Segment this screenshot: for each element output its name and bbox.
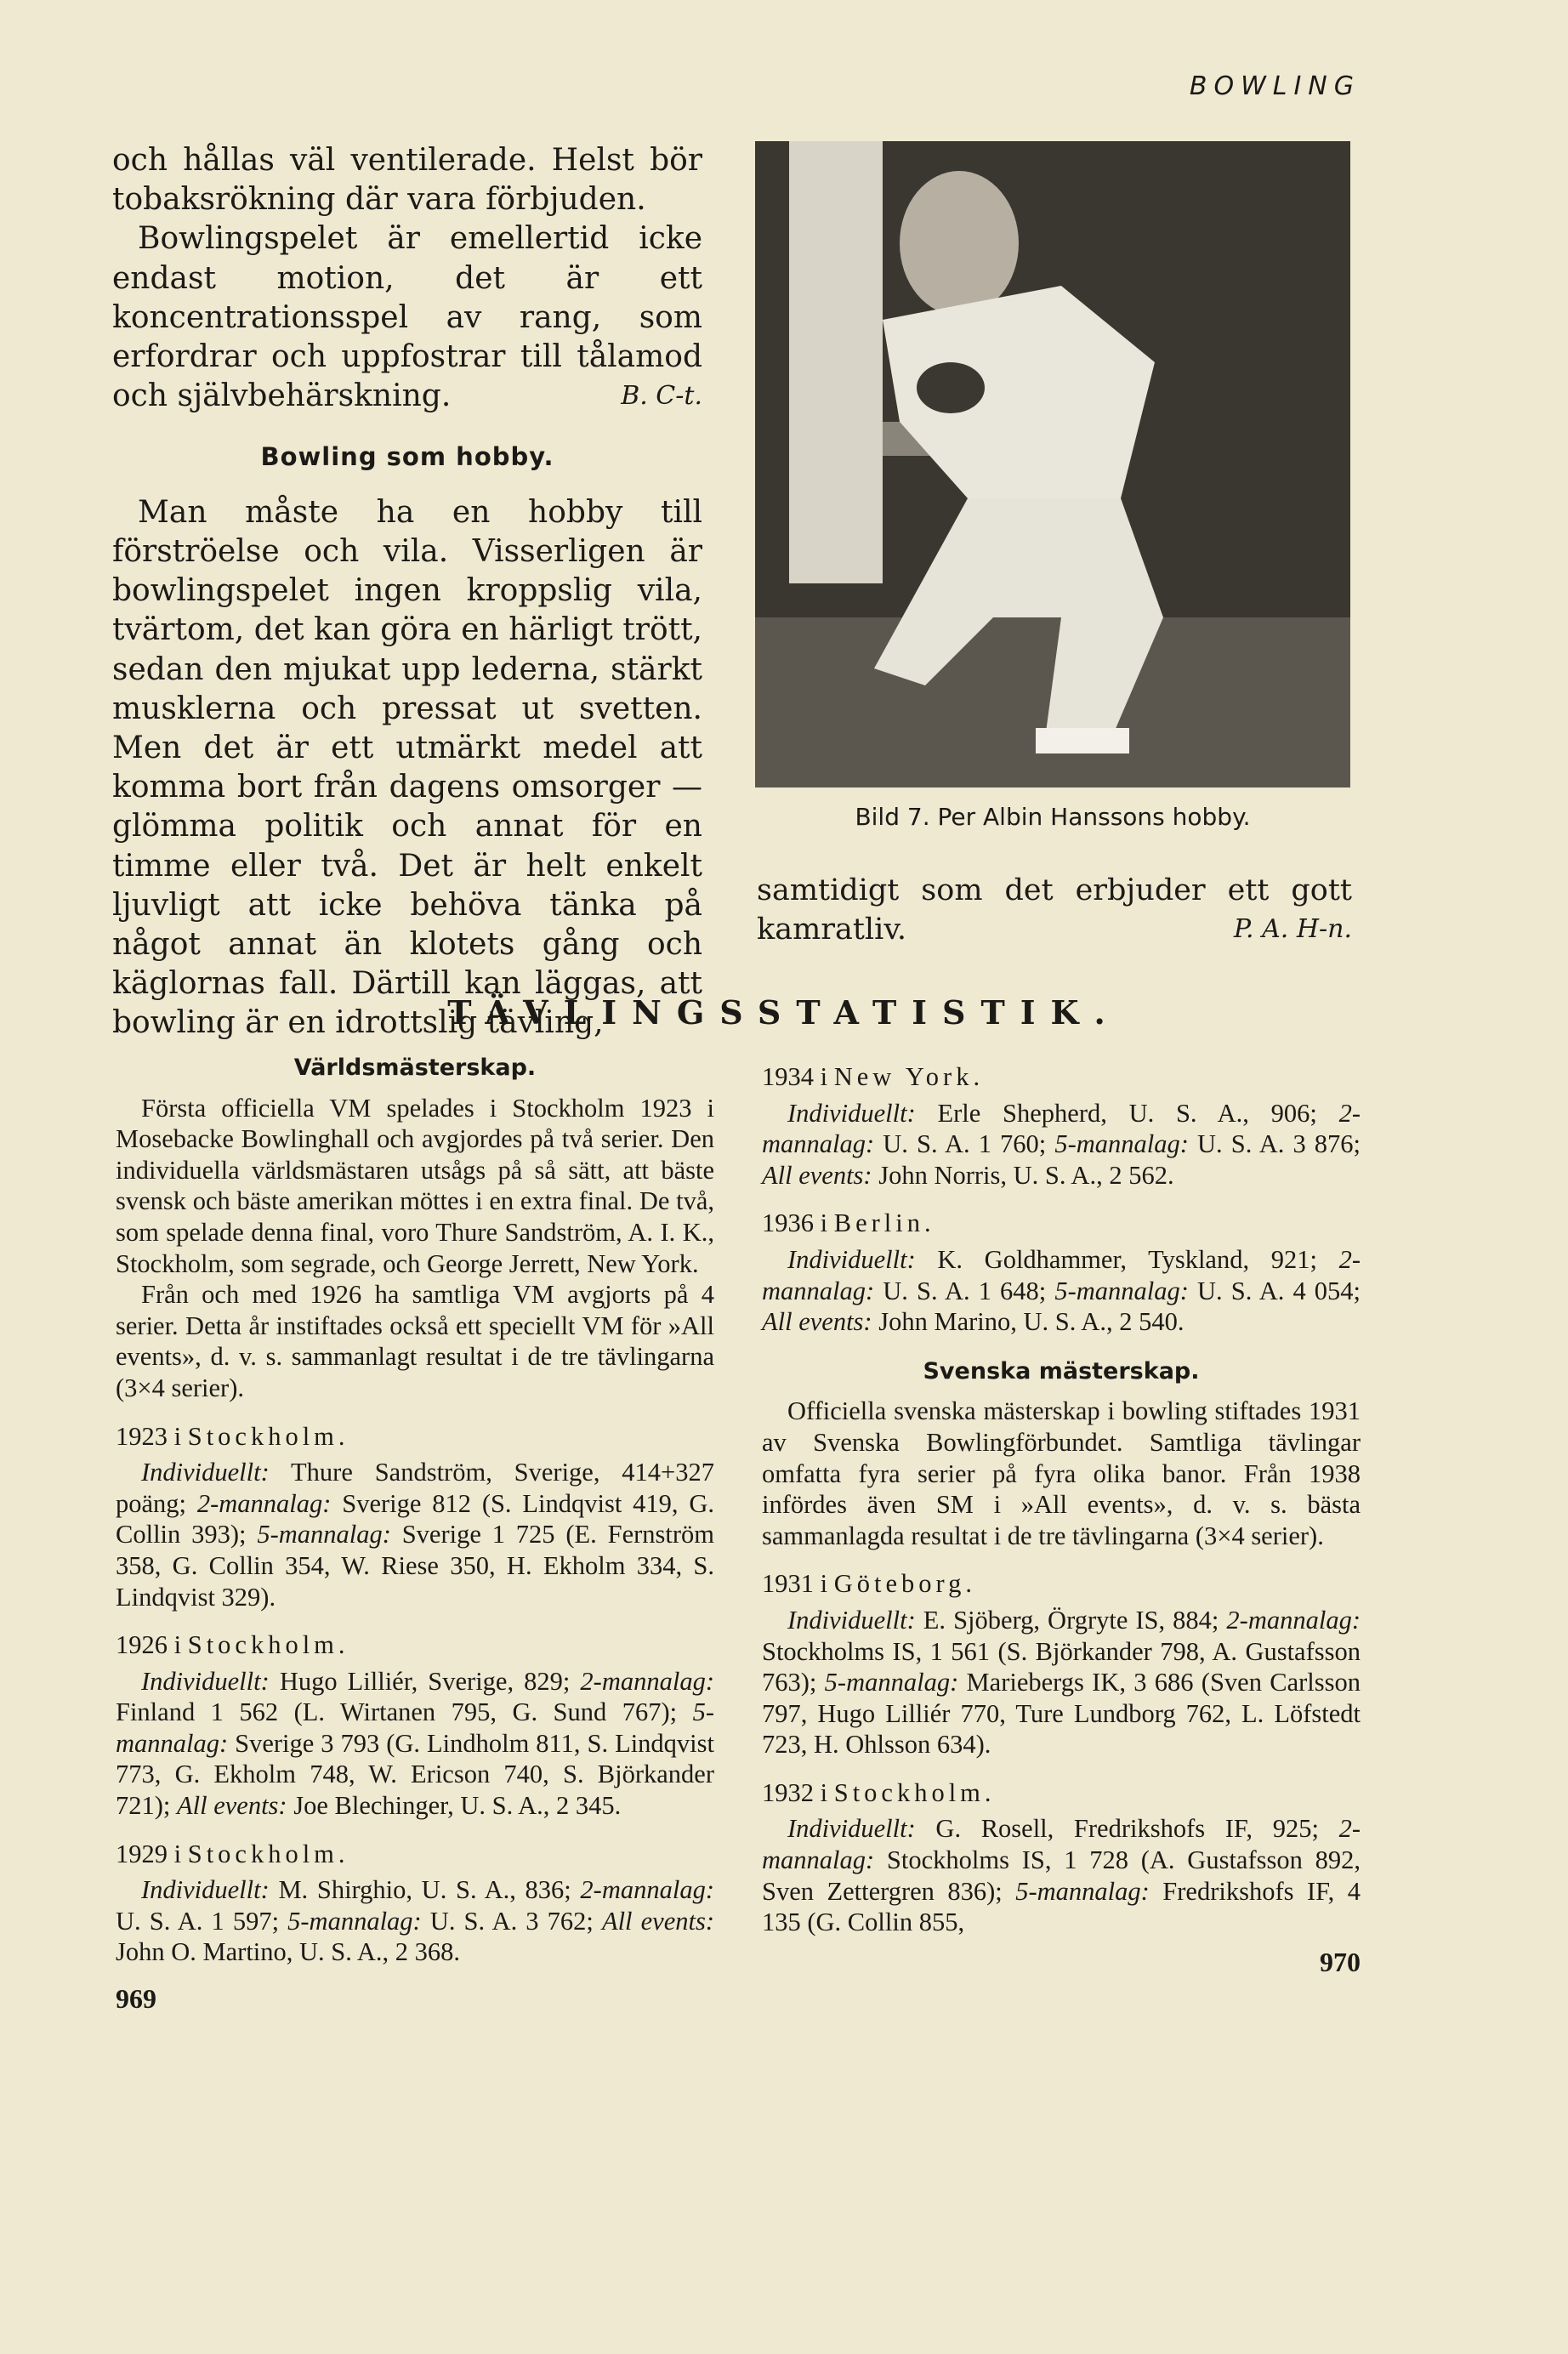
year-1934-heading (762, 1061, 1361, 1093)
result-text: Sverige 1 725 (E. Fernström 358, G. Collin 354, W. Riese 350, H. Ekholm 334, S. Lindqvist 329). (116, 1520, 714, 1612)
continuation-text: samtidigt som det erbjuder ett gott kamratliv. (757, 873, 1352, 947)
intro-column (112, 141, 702, 1043)
hobby-continuation (757, 871, 1352, 949)
location-label: Stockholm. (833, 1777, 996, 1807)
year-1936-results (762, 1244, 1361, 1338)
continuation-signature: P. A. H-n. (1233, 914, 1352, 944)
location-label: New York. (833, 1062, 985, 1091)
championship-column-right (762, 1061, 1361, 1977)
label-individual: Individuellt: (787, 1244, 916, 1274)
result-text: Mariebergs IK, 3 686 (Sven Carlsson 797, Hugo Lilliér 770, Ture Lundborg 762, L. Löfstedt 723, H. Ohlsson 634). (762, 1668, 1361, 1760)
hobby-paragraph: Man måste ha en hobby till förströelse och vila. Visserligen är bowlingspelet ingen kroppslig vila, tvärtom, det kan göra en härligt trött, sedan den mjukat upp lederna, stärkt musklerna och pressat ut svetten. Men det är ett utmärkt medel att komma bort från dagens omsorger — glömma politik och annat för en timme eller två. Det är helt enkelt ljuvligt att icke behöva tänka på något annat än klotets gång och käglornas fall. Därtill kan läggas, att bowling är en idrottslig tävling, (112, 494, 702, 1041)
intro-paragraph-1: och hållas väl ventilerade. Helst bör tobaksrökning där vara förbjuden. (112, 143, 702, 218)
result-text: U. S. A. 3 876; (1188, 1129, 1361, 1159)
result-text: U. S. A. 1 597; (116, 1906, 288, 1936)
label-individual: Individuellt: (141, 1666, 270, 1696)
label-2-man: 2-mannalag: (762, 1814, 1361, 1875)
location-label: Berlin. (833, 1208, 935, 1238)
result-text: Thure Sandström, Sverige, 414+327 poäng; (116, 1458, 714, 1518)
location-label: Stockholm. (187, 1839, 349, 1868)
year-1923-results (116, 1457, 714, 1612)
label-5-man: 5-mannalag: (257, 1520, 391, 1549)
location-label: Göteborg. (833, 1569, 977, 1599)
result-text: Finland 1 562 (L. Wirtanen 795, G. Sund 767); (116, 1697, 693, 1727)
label-5-man: 5-mannalag: (1054, 1129, 1189, 1159)
year-label: 1923 i (116, 1421, 182, 1451)
result-text: Stockholms IS, 1 561 (S. Björkander 798, A. Gustafsson 763); (762, 1636, 1361, 1697)
result-text: Erle Shepherd, U. S. A., 906; (915, 1098, 1339, 1128)
label-2-man: 2-mannalag: (196, 1488, 332, 1518)
hobby-heading: Bowling som hobby. (260, 441, 554, 471)
result-text: G. Rosell, Fredrikshofs IF, 925; (915, 1814, 1339, 1844)
year-1932-heading (762, 1777, 1361, 1809)
sm-paragraph: Officiella svenska mästerskap i bowling stiftades 1931 av Svenska Bowlingförbundet. Samtliga tävlingar omfatta fyra serier på fyra olika banor. Från 1938 infördes även SM i »All events», d. v. s. bästa sammanlagda resultat i de tre tävlingarna (3×4 serier). (762, 1396, 1361, 1550)
result-text: Sverige 3 793 (G. Lindholm 811, S. Lindqvist 773, G. Ekholm 748, W. Ericson 740, S. Björkander 721); (116, 1728, 714, 1821)
result-text: E. Sjöberg, Örgryte IS, 884; (915, 1605, 1227, 1635)
bowler-photo (755, 141, 1350, 788)
label-2-man: 2-mannalag: (580, 1666, 714, 1696)
label-2-man: 2-mannalag: (762, 1098, 1361, 1159)
year-1931-heading (762, 1568, 1361, 1600)
year-1932-results (762, 1813, 1361, 1937)
label-5-man: 5-mannalag: (287, 1906, 422, 1936)
statistics-title: TÄVLINGSSTATISTIK. (447, 993, 1121, 1032)
result-text: U. S. A. 3 762; (421, 1906, 602, 1936)
intro-signature: B. C-t. (621, 381, 702, 412)
wm-paragraph-1: Första officiella VM spelades i Stockholm 1923 i Mosebacke Bowlinghall och avgjordes på två serier. Den individuella världsmästaren utsågs på så sätt, att bäste svensk och bäste amerikan möttes i en extra final. De två, som spelade denna final, voro Thure Sandström, A. I. K., Stockholm, som segrade, och George Jerrett, New York. (116, 1093, 714, 1278)
world-championship-heading: Världsmästerskap. (293, 1055, 537, 1081)
year-1931-results (762, 1605, 1361, 1760)
label-5-man: 5-mannalag: (116, 1697, 714, 1758)
result-text: John Norris, U. S. A., 2 562. (872, 1160, 1174, 1190)
year-1926-heading (116, 1629, 714, 1661)
label-individual: Individuellt: (787, 1605, 916, 1635)
result-text: Sverige 812 (S. Lindqvist 419, G. Collin 393); (116, 1488, 714, 1549)
year-label: 1931 i (762, 1569, 828, 1599)
intro-paragraph-2: Bowlingspelet är emellertid icke endast motion, det är ett koncentrationsspel av rang, som erfordrar och uppfostrar till tålamod och självbehärskning. (112, 221, 702, 414)
result-text: U. S. A. 4 054; (1188, 1276, 1361, 1305)
label-all-events: All events: (177, 1791, 287, 1821)
result-text: Fredrikshofs IF, 4 135 (G. Collin 855, (762, 1876, 1361, 1937)
result-text: John Marino, U. S. A., 2 540. (872, 1307, 1185, 1337)
year-1934-results (762, 1098, 1361, 1191)
swedish-championship-heading: Svenska mästerskap. (923, 1357, 1200, 1385)
label-individual: Individuellt: (141, 1458, 270, 1487)
location-label: Stockholm. (187, 1421, 349, 1451)
label-2-man: 2-mannalag: (1226, 1605, 1361, 1635)
result-text: John O. Martino, U. S. A., 2 368. (116, 1937, 460, 1967)
photo-caption: Bild 7. Per Albin Hanssons hobby. (855, 803, 1251, 831)
wm-paragraph-2: Från och med 1926 ha samtliga VM avgjorts på 4 serier. Detta år instiftades också ett speciellt VM för »All events», d. v. s. sammanlagt resultat i de tre tävlingarna (3×4 serier). (116, 1280, 714, 1402)
label-all-events: All events: (762, 1307, 872, 1337)
bowler-illustration (755, 141, 1350, 788)
label-5-man: 5-mannalag: (1015, 1876, 1150, 1906)
year-label: 1926 i (116, 1630, 182, 1660)
label-2-man: 2-mannalag: (580, 1875, 714, 1905)
result-text: Stockholms IS, 1 728 (A. Gustafsson 892, Sven Zettergren 836); (762, 1845, 1361, 1906)
label-2-man: 2-mannalag: (762, 1244, 1361, 1305)
result-text: M. Shirghio, U. S. A., 836; (269, 1875, 581, 1905)
result-text: U. S. A. 1 648; (874, 1276, 1055, 1305)
label-5-man: 5-mannalag: (824, 1668, 959, 1697)
year-1923-heading (116, 1421, 714, 1453)
year-label: 1932 i (762, 1777, 828, 1807)
label-all-events: All events: (762, 1160, 872, 1190)
location-label: Stockholm. (187, 1630, 349, 1660)
label-all-events: All events: (601, 1906, 714, 1936)
result-text: U. S. A. 1 760; (874, 1129, 1055, 1159)
year-1929-heading (116, 1839, 714, 1870)
year-1929-results (116, 1874, 714, 1968)
result-text: Joe Blechinger, U. S. A., 2 345. (287, 1791, 622, 1821)
label-individual: Individuellt: (141, 1875, 270, 1905)
world-championship-column (116, 1053, 714, 2015)
label-individual: Individuellt: (787, 1814, 916, 1844)
page-number-right: 970 (1320, 1946, 1361, 1977)
year-1936-heading (762, 1208, 1361, 1239)
year-1926-results (116, 1666, 714, 1822)
running-header: BOWLING (1189, 71, 1361, 101)
label-5-man: 5-mannalag: (1054, 1276, 1189, 1305)
result-text: Hugo Lilliér, Sverige, 829; (269, 1666, 581, 1696)
year-label: 1934 i (762, 1062, 828, 1091)
label-individual: Individuellt: (787, 1098, 916, 1128)
page-number-left: 969 (116, 1983, 156, 2015)
year-label: 1936 i (762, 1208, 828, 1238)
year-label: 1929 i (116, 1839, 182, 1868)
result-text: K. Goldhammer, Tyskland, 921; (915, 1244, 1339, 1274)
